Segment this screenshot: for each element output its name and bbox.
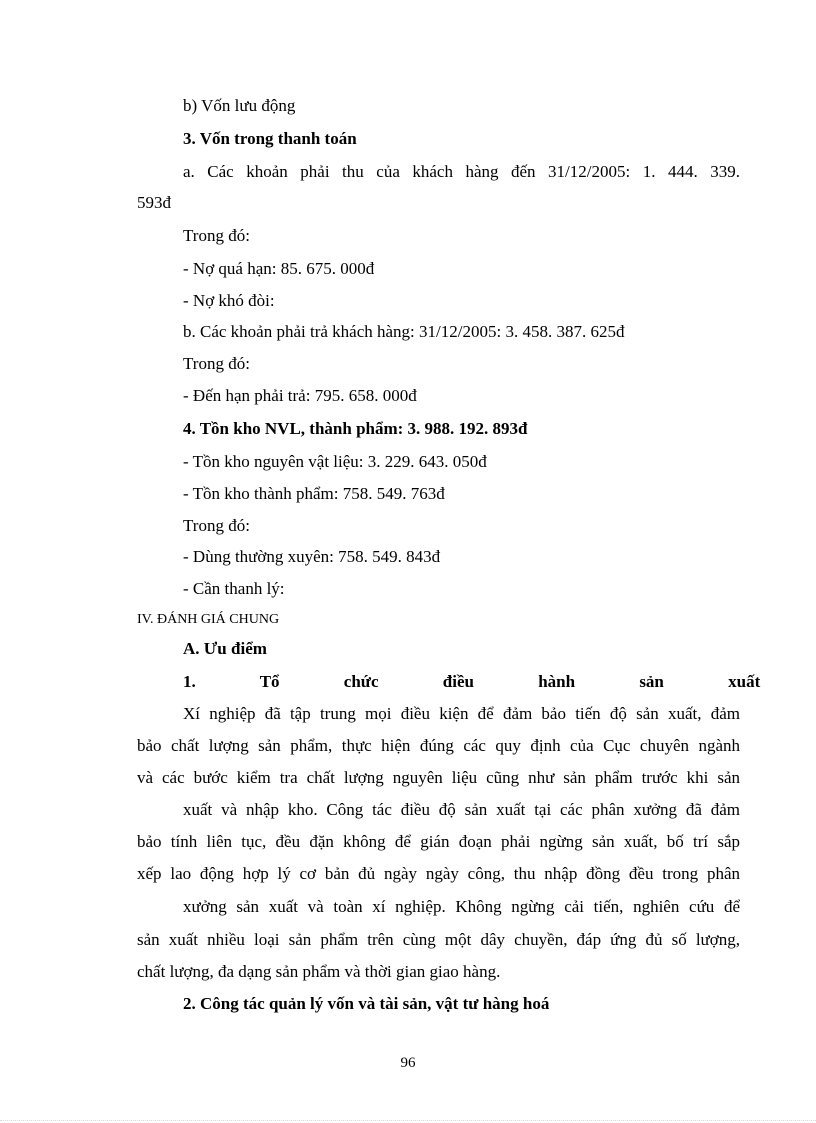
text-line: Trong đó: (183, 354, 250, 373)
text-line: - Nợ khó đòi: (183, 291, 275, 310)
text-line: 593đ (137, 193, 171, 212)
text-line: - Đến hạn phải trả: 795. 658. 000đ (183, 386, 417, 405)
paragraph-line: Xí nghiệp đã tập trung mọi điều kiện để đảm bảo tiến độ sản xuất, đảm (183, 704, 740, 723)
paragraph-line: xếp lao động hợp lý cơ bản đủ ngày ngày công, thu nhập đồng đều trong phân (137, 864, 740, 883)
section-heading: 2. Công tác quản lý vốn và tài sản, vật tư hàng hoá (183, 994, 550, 1013)
section-heading: A. Ưu điểm (183, 639, 267, 658)
page-number: 96 (400, 1055, 416, 1071)
section-heading: 1. Tổ chức điều hành sản xuất (183, 672, 761, 691)
section-heading: 4. Tồn kho NVL, thành phẩm: 3. 988. 192. 893đ (183, 419, 528, 438)
paragraph-line: sản xuất nhiều loại sản phẩm trên cùng một dây chuyền, đáp ứng đủ số lượng, (137, 930, 740, 949)
text-line: Trong đó: (183, 516, 250, 535)
text-line: b) Vốn lưu động (183, 96, 296, 115)
paragraph-line: xuất và nhập kho. Công tác điều độ sản xuất tại các phân xưởng đã đảm (183, 800, 740, 819)
text-line: - Dùng thường xuyên: 758. 549. 843đ (183, 547, 441, 566)
text-line: a. Các khoản phải thu của khách hàng đến 31/12/2005: 1. 444. 339. (183, 162, 740, 181)
paragraph-line: xưởng sản xuất và toàn xí nghiệp. Không ngừng cải tiến, nghiên cứu để (183, 897, 740, 916)
text-line: - Nợ quá hạn: 85. 675. 000đ (183, 259, 375, 278)
text-line: - Tồn kho thành phẩm: 758. 549. 763đ (183, 484, 445, 503)
paragraph-line: bảo tính liên tục, đều đặn không để gián đoạn phải ngừng sản xuất, bố trí sắp (137, 832, 740, 851)
paragraph-line: và các bước kiểm tra chất lượng nguyên liệu cũng như sản phẩm trước khi sản (137, 768, 740, 787)
section-heading: 3. Vốn trong thanh toán (183, 129, 357, 148)
text-line: Trong đó: (183, 226, 250, 245)
text-line: - Cần thanh lý: (183, 579, 285, 598)
text-line: b. Các khoản phải trả khách hàng: 31/12/2005: 3. 458. 387. 625đ (183, 322, 625, 341)
paragraph-line: chất lượng, đa dạng sản phẩm và thời gian giao hàng. (137, 962, 501, 981)
paragraph-line: bảo chất lượng sản phẩm, thực hiện đúng các quy định của Cục chuyên ngành (137, 736, 740, 755)
text-line: - Tồn kho nguyên vật liệu: 3. 229. 643. 050đ (183, 452, 487, 471)
chapter-heading: IV. ĐÁNH GIÁ CHUNG (137, 612, 280, 627)
page-bottom-border (0, 1120, 816, 1121)
